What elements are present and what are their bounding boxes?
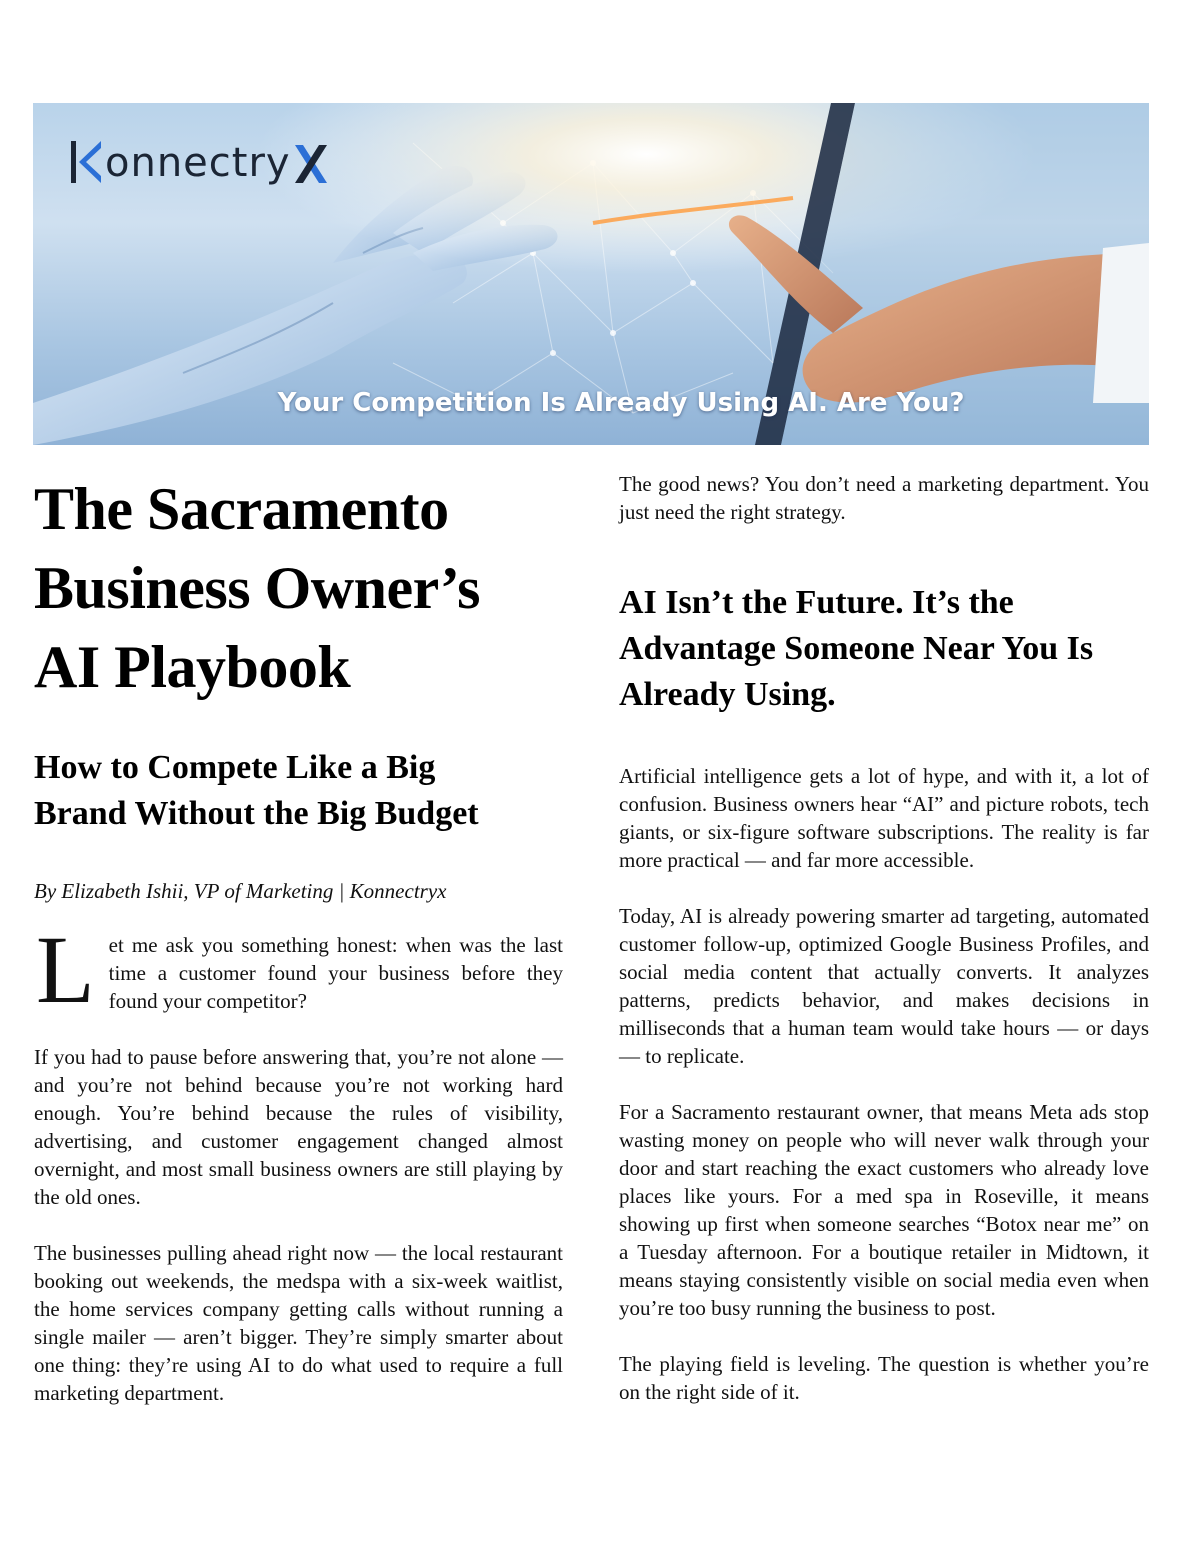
hero-banner: [33, 103, 1149, 445]
logo-k-mark-icon: [69, 137, 103, 187]
subtitle-line: Brand Without the Big Budget: [34, 795, 479, 832]
intro-text: et me ask you something honest: when was the last time a customer found your business before they found your competitor?: [108, 933, 563, 1013]
title-line: The Sacramento: [34, 476, 449, 542]
drop-cap: L: [36, 916, 95, 1023]
body-paragraph: The businesses pulling ahead right now — the local restaurant booking out weekends, the medspa with a six-week waitlist, the home services company getting calls without running a single mailer — aren’t bigger. They’re simply smarter about one thing: they’re using AI to do what used to require a full marketing department.: [34, 1241, 563, 1405]
banner-tagline: Your Competition Is Already Using AI. Are You?: [277, 388, 965, 418]
logo-x-mark-icon: [293, 141, 329, 187]
left-column: [34, 470, 563, 1407]
right-column: [619, 470, 1149, 1406]
intro-paragraph: [34, 916, 563, 1023]
title-line: Business Owner’s: [34, 555, 480, 621]
heading-line: Advantage Someone Near You Is: [619, 630, 1094, 667]
heading-line: AI Isn’t the Future. It’s the: [619, 584, 1014, 621]
body-paragraph: The playing field is leveling. The question is whether you’re on the right side of it.: [619, 1352, 1149, 1404]
body-paragraph: Today, AI is already powering smarter ad targeting, automated customer follow-up, optimized Google Business Profiles, and social media content that actually converts. It analyzes patterns, predicts behavior, and makes decisions in milliseconds that a human team would take hours — or days — to replicate.: [619, 904, 1149, 1068]
article-title: [34, 470, 563, 707]
article-subtitle: [34, 745, 563, 837]
body-paragraph: Artificial intelligence gets a lot of hype, and with it, a lot of confusion. Business owners hear “AI” and picture robots, tech giants, or six-figure software subscriptions. The reality is far more practical — and far more accessible.: [619, 764, 1149, 872]
body-paragraph: If you had to pause before answering that, you’re not alone — and you’re not behind because you’re not working hard enough. You’re behind because the rules of visibility, advertising, and customer engagement changed almost overnight, and most small business owners are still playing by the old ones.: [34, 1045, 563, 1209]
body-paragraph: For a Sacramento restaurant owner, that means Meta ads stop wasting money on people who will never walk through your door and start reaching the exact customers who already love places like yours. For a med spa in Roseville, it means showing up first when someone searches “Botox near me” on a Tuesday afternoon. For a boutique retailer in Midtown, it means staying consistently visible on social media even when you’re too busy running the business to post.: [619, 1100, 1149, 1320]
heading-line: Already Using.: [619, 676, 836, 713]
body-paragraph: The good news? You don’t need a marketing department. You just need the right strategy.: [619, 472, 1149, 524]
section-heading: [619, 580, 1149, 718]
title-line: AI Playbook: [34, 634, 351, 700]
konnectryx-logo: [69, 131, 329, 187]
logo-wordmark: onnectry: [105, 140, 291, 186]
byline: By Elizabeth Ishii, VP of Marketing | Konnectryx: [34, 879, 447, 903]
subtitle-line: How to Compete Like a Big: [34, 749, 436, 786]
